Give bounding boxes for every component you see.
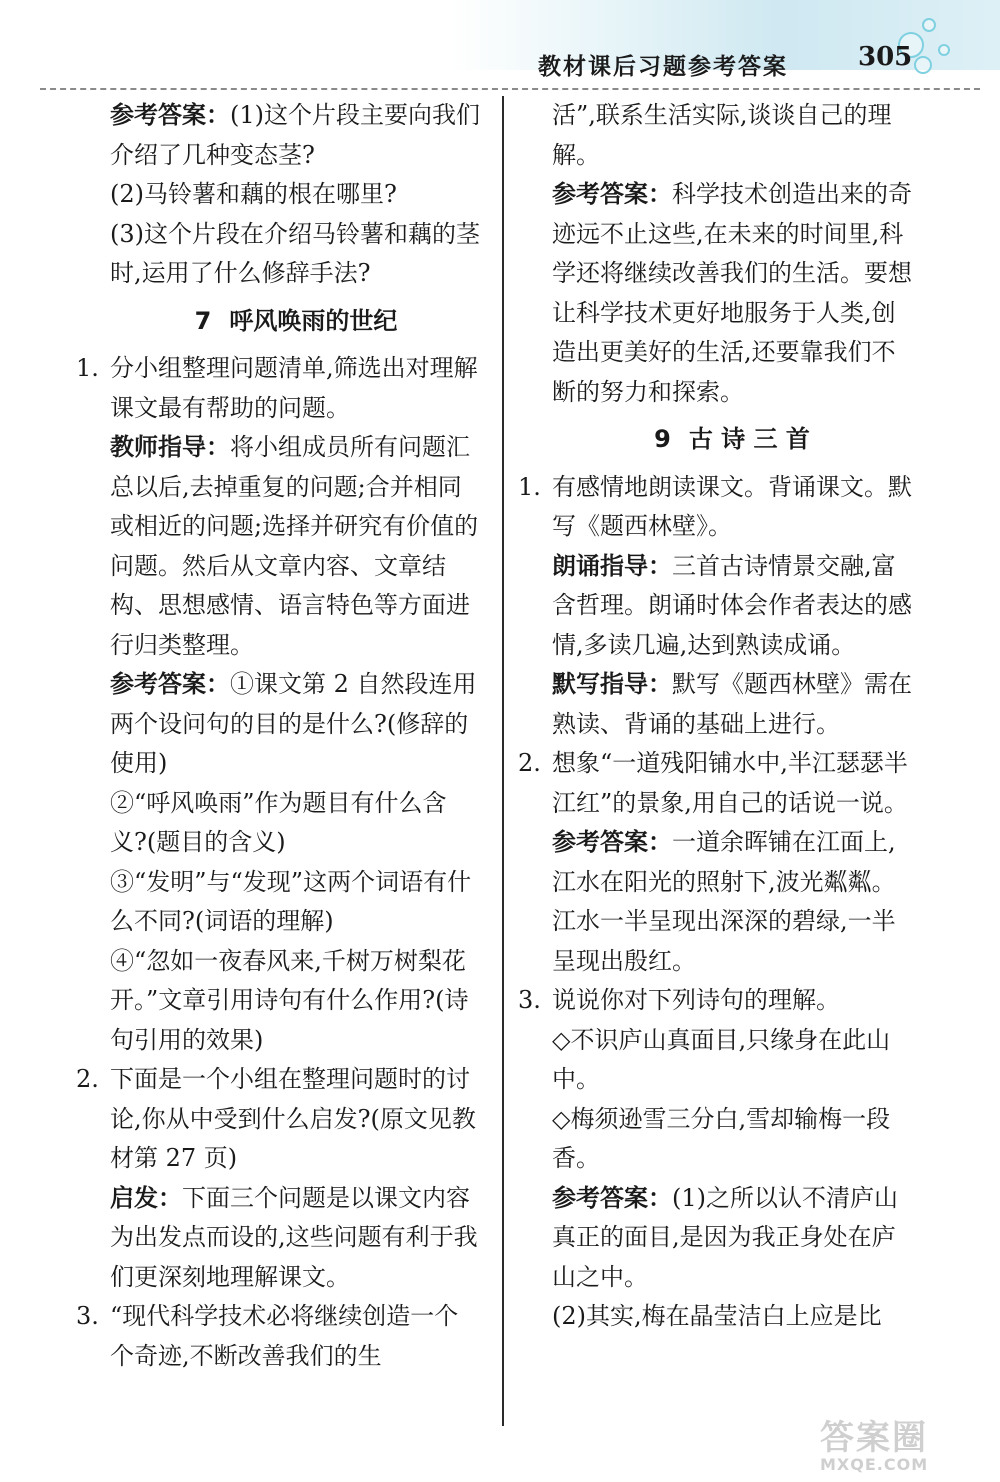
answer-label: 参考答案： <box>552 1183 672 1212</box>
q3-answer: 参考答案：科学技术创造出来的奇迹远不止这些,在未来的时间里,科学还将继续改善我们的生活。要想让科学技术更好地服务于人类,创造出更美好的生活,还要靠我们不断的努力和探索。 <box>552 180 912 406</box>
question-number: 2. <box>518 749 541 777</box>
section-title: 古 诗 三 首 <box>688 425 810 453</box>
header-band <box>0 0 1000 70</box>
right-column <box>512 96 912 1337</box>
dictation-guide: 默写指导：默写《题西林壁》需在熟读、背诵的基础上进行。 <box>552 670 912 738</box>
poem-line-2: ◇梅须逊雪三分白,雪却输梅一段香。 <box>552 1104 891 1172</box>
section-heading-9 <box>512 420 912 460</box>
watermark-text: 答案圈 <box>820 1418 928 1458</box>
question-number: 1. <box>76 354 99 382</box>
header-divider <box>40 88 980 90</box>
question-number: 2. <box>76 1065 99 1093</box>
q1-answer-2: ②“呼风唤雨”作为题目有什么含义?(题目的含义) <box>110 788 447 856</box>
poem-line-1: ◇不识庐山真面目,只缘身在此山中。 <box>552 1025 891 1093</box>
question-number: 3. <box>518 986 541 1014</box>
question-2: 2. 下面是一个小组在整理问题时的讨论,你从中受到什么启发?(原文见教材第 27 页) <box>110 1060 482 1179</box>
watermark-url: MXQE.COM <box>820 1455 929 1474</box>
q1-answer-3: ③“发明”与“发现”这两个词语有什么不同?(词语的理解) <box>110 867 472 935</box>
section-number: 7 <box>194 306 212 335</box>
page-number: 305 <box>858 42 913 72</box>
q1-answer-1: 参考答案：①课文第 2 自然段连用两个设问句的目的是什么?(修辞的使用) <box>110 670 477 777</box>
decor-bubble-icon <box>922 18 936 32</box>
intro-answer-3: (3)这个片段在介绍马铃薯和藕的茎时,运用了什么修辞手法? <box>110 219 480 287</box>
q1-answer-4: ④“忽如一夜春风来,千树万树梨花开。”文章引用诗句有什么作用?(诗句引用的效果) <box>110 946 469 1054</box>
decor-bubble-icon <box>914 56 932 74</box>
poem-question-1: 1. 有感情地朗读课文。背诵课文。默写《题西林壁》。 <box>552 468 912 547</box>
p2-answer: 参考答案：一道余晖铺在江面上,江水在阳光的照射下,波光粼粼。江水一半呈现出深深的碧绿,一半呈现出殷红。 <box>552 828 896 975</box>
question-number: 1. <box>518 472 541 501</box>
answer-label: 参考答案： <box>552 828 672 856</box>
intro-answer-2: (2)马铃薯和藕的根在哪里? <box>110 180 397 208</box>
poem-question-3: 3. 说说你对下列诗句的理解。 <box>552 981 912 1021</box>
section-number: 9 <box>654 425 671 453</box>
guide-label: 朗诵指导： <box>552 551 672 580</box>
question-number: 3. <box>76 1302 99 1330</box>
answer-label: 参考答案： <box>110 101 230 129</box>
p3-answer-1: 参考答案：(1)之所以认不清庐山真正的面目,是因为我正身处在庐山之中。 <box>552 1183 898 1291</box>
left-column <box>70 96 482 1376</box>
teacher-guide: 教师指导：将小组成员所有问题汇总以后,去掉重复的问题;合并相同或相近的问题;选择并研究有价值的问题。然后从文章内容、文章结构、思想感情、语言特色等方面进行归类整理。 <box>110 433 479 659</box>
section-heading-7 <box>70 302 482 342</box>
answer-label: 参考答案： <box>110 670 230 698</box>
poem-question-2: 2. 想象“一道残阳铺水中,半江瑟瑟半江红”的景象,用自己的话说一说。 <box>552 744 912 823</box>
question-3-continued: 活”,联系生活实际,谈谈自己的理解。 <box>552 101 892 169</box>
question-1: 1. 分小组整理问题清单,筛选出对理解课文最有帮助的问题。 <box>110 349 482 428</box>
insight-label: 启发： <box>110 1183 182 1212</box>
insight: 启发：下面三个问题是以课文内容为出发点而设的,这些问题有利于我们更深刻地理解课文。 <box>110 1183 478 1291</box>
guide-label: 教师指导： <box>110 433 230 461</box>
column-divider <box>502 96 504 1426</box>
p3-answer-2: (2)其实,梅在晶莹洁白上应是比 <box>552 1302 882 1330</box>
answer-label: 参考答案： <box>552 180 672 208</box>
decor-bubble-icon <box>938 44 950 56</box>
running-header-title: 教材课后习题参考答案 <box>538 54 788 80</box>
recite-guide: 朗诵指导：三首古诗情景交融,富含哲理。朗诵时体会作者表达的感情,多读几遍,达到熟读成诵。 <box>552 551 912 659</box>
guide-label: 默写指导： <box>552 670 672 698</box>
watermark-logo <box>820 1410 990 1480</box>
intro-answer-1: 参考答案：(1)这个片段主要向我们介绍了几种变态茎? <box>110 101 480 169</box>
question-3: 3. “现代科学技术必将继续创造一个个奇迹,不断改善我们的生 <box>110 1297 482 1376</box>
section-title: 呼风唤雨的世纪 <box>229 306 398 335</box>
